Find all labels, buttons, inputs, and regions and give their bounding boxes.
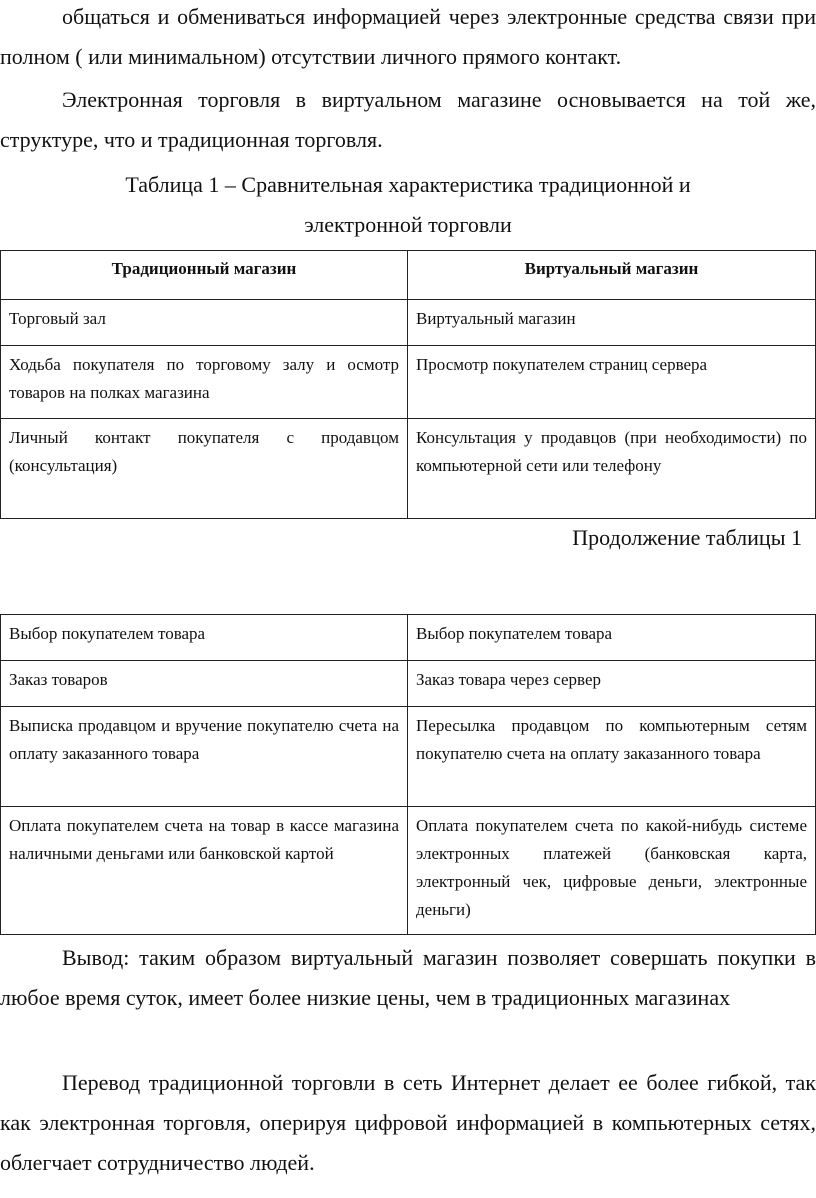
table-cell: Оплата покупателем счета на товар в кассе магазина наличными деньгами или банковской картой	[1, 807, 408, 935]
table-row	[1, 300, 816, 346]
table-row	[1, 615, 816, 661]
comparison-table-part-2	[0, 614, 816, 935]
table-cell: Торговый зал	[1, 300, 408, 346]
table-cell: Оплата покупателем счета по какой-нибудь системе электронных платежей (банковская карта, электронный чек, цифровые деньги, электронные деньги)	[408, 807, 816, 935]
table-cell: Пересылка продавцом по компьютерным сетям покупателю счета на оплату заказанного товара	[408, 707, 816, 807]
table-row	[1, 661, 816, 707]
header-traditional-store: Традиционный магазин	[1, 251, 408, 300]
paragraph-structure: Электронная торговля в виртуальном магазине основывается на той же, структуре, что и традиционная торговля.	[0, 87, 816, 152]
table-cell: Просмотр покупателем страниц сервера	[408, 346, 816, 419]
header-virtual-store: Виртуальный магазин	[408, 251, 816, 300]
table-continuation-label: Продолжение таблицы 1	[572, 525, 802, 550]
paragraph-internet-trade: Перевод традиционной торговли в сеть Интернет делает ее более гибкой, так как электронная торговля, оперируя цифровой информацией в компьютерных сетях, облегчает сотрудничество людей.	[0, 1070, 816, 1175]
table-caption-line-1: Таблица 1 – Сравнительная характеристика традиционной и	[125, 172, 691, 197]
table-row	[1, 707, 816, 807]
table-cell: Выписка продавцом и вручение покупателю счета на оплату заказанного товара	[1, 707, 408, 807]
table-cell: Заказ товара через сервер	[408, 661, 816, 707]
table-caption-line-2: электронной торговли	[304, 212, 512, 237]
table-cell: Ходьба покупателя по торговому залу и осмотр товаров на полках магазина	[1, 346, 408, 419]
table-row	[1, 346, 816, 419]
table-row	[1, 807, 816, 935]
table-cell: Виртуальный магазин	[408, 300, 816, 346]
table-cell: Заказ товаров	[1, 661, 408, 707]
table-cell: Выбор покупателем товара	[408, 615, 816, 661]
table-cell: Консультация у продавцов (при необходимости) по компьютерной сети или телефону	[408, 419, 816, 519]
paragraph-conclusion: Вывод: таким образом виртуальный магазин позволяет совершать покупки в любое время суток, имеет более низкие цены, чем в традиционных магазинах	[0, 945, 816, 1010]
table-cell: Выбор покупателем товара	[1, 615, 408, 661]
table-cell: Личный контакт покупателя с продавцом (консультация)	[1, 419, 408, 519]
paragraph-intro: общаться и обмениваться информацией через электронные средства связи при полном ( или минимальном) отсутствии личного прямого контакт.	[0, 4, 816, 69]
comparison-table-part-1	[0, 250, 816, 519]
table-row	[1, 419, 816, 519]
table-header-row	[1, 251, 816, 300]
